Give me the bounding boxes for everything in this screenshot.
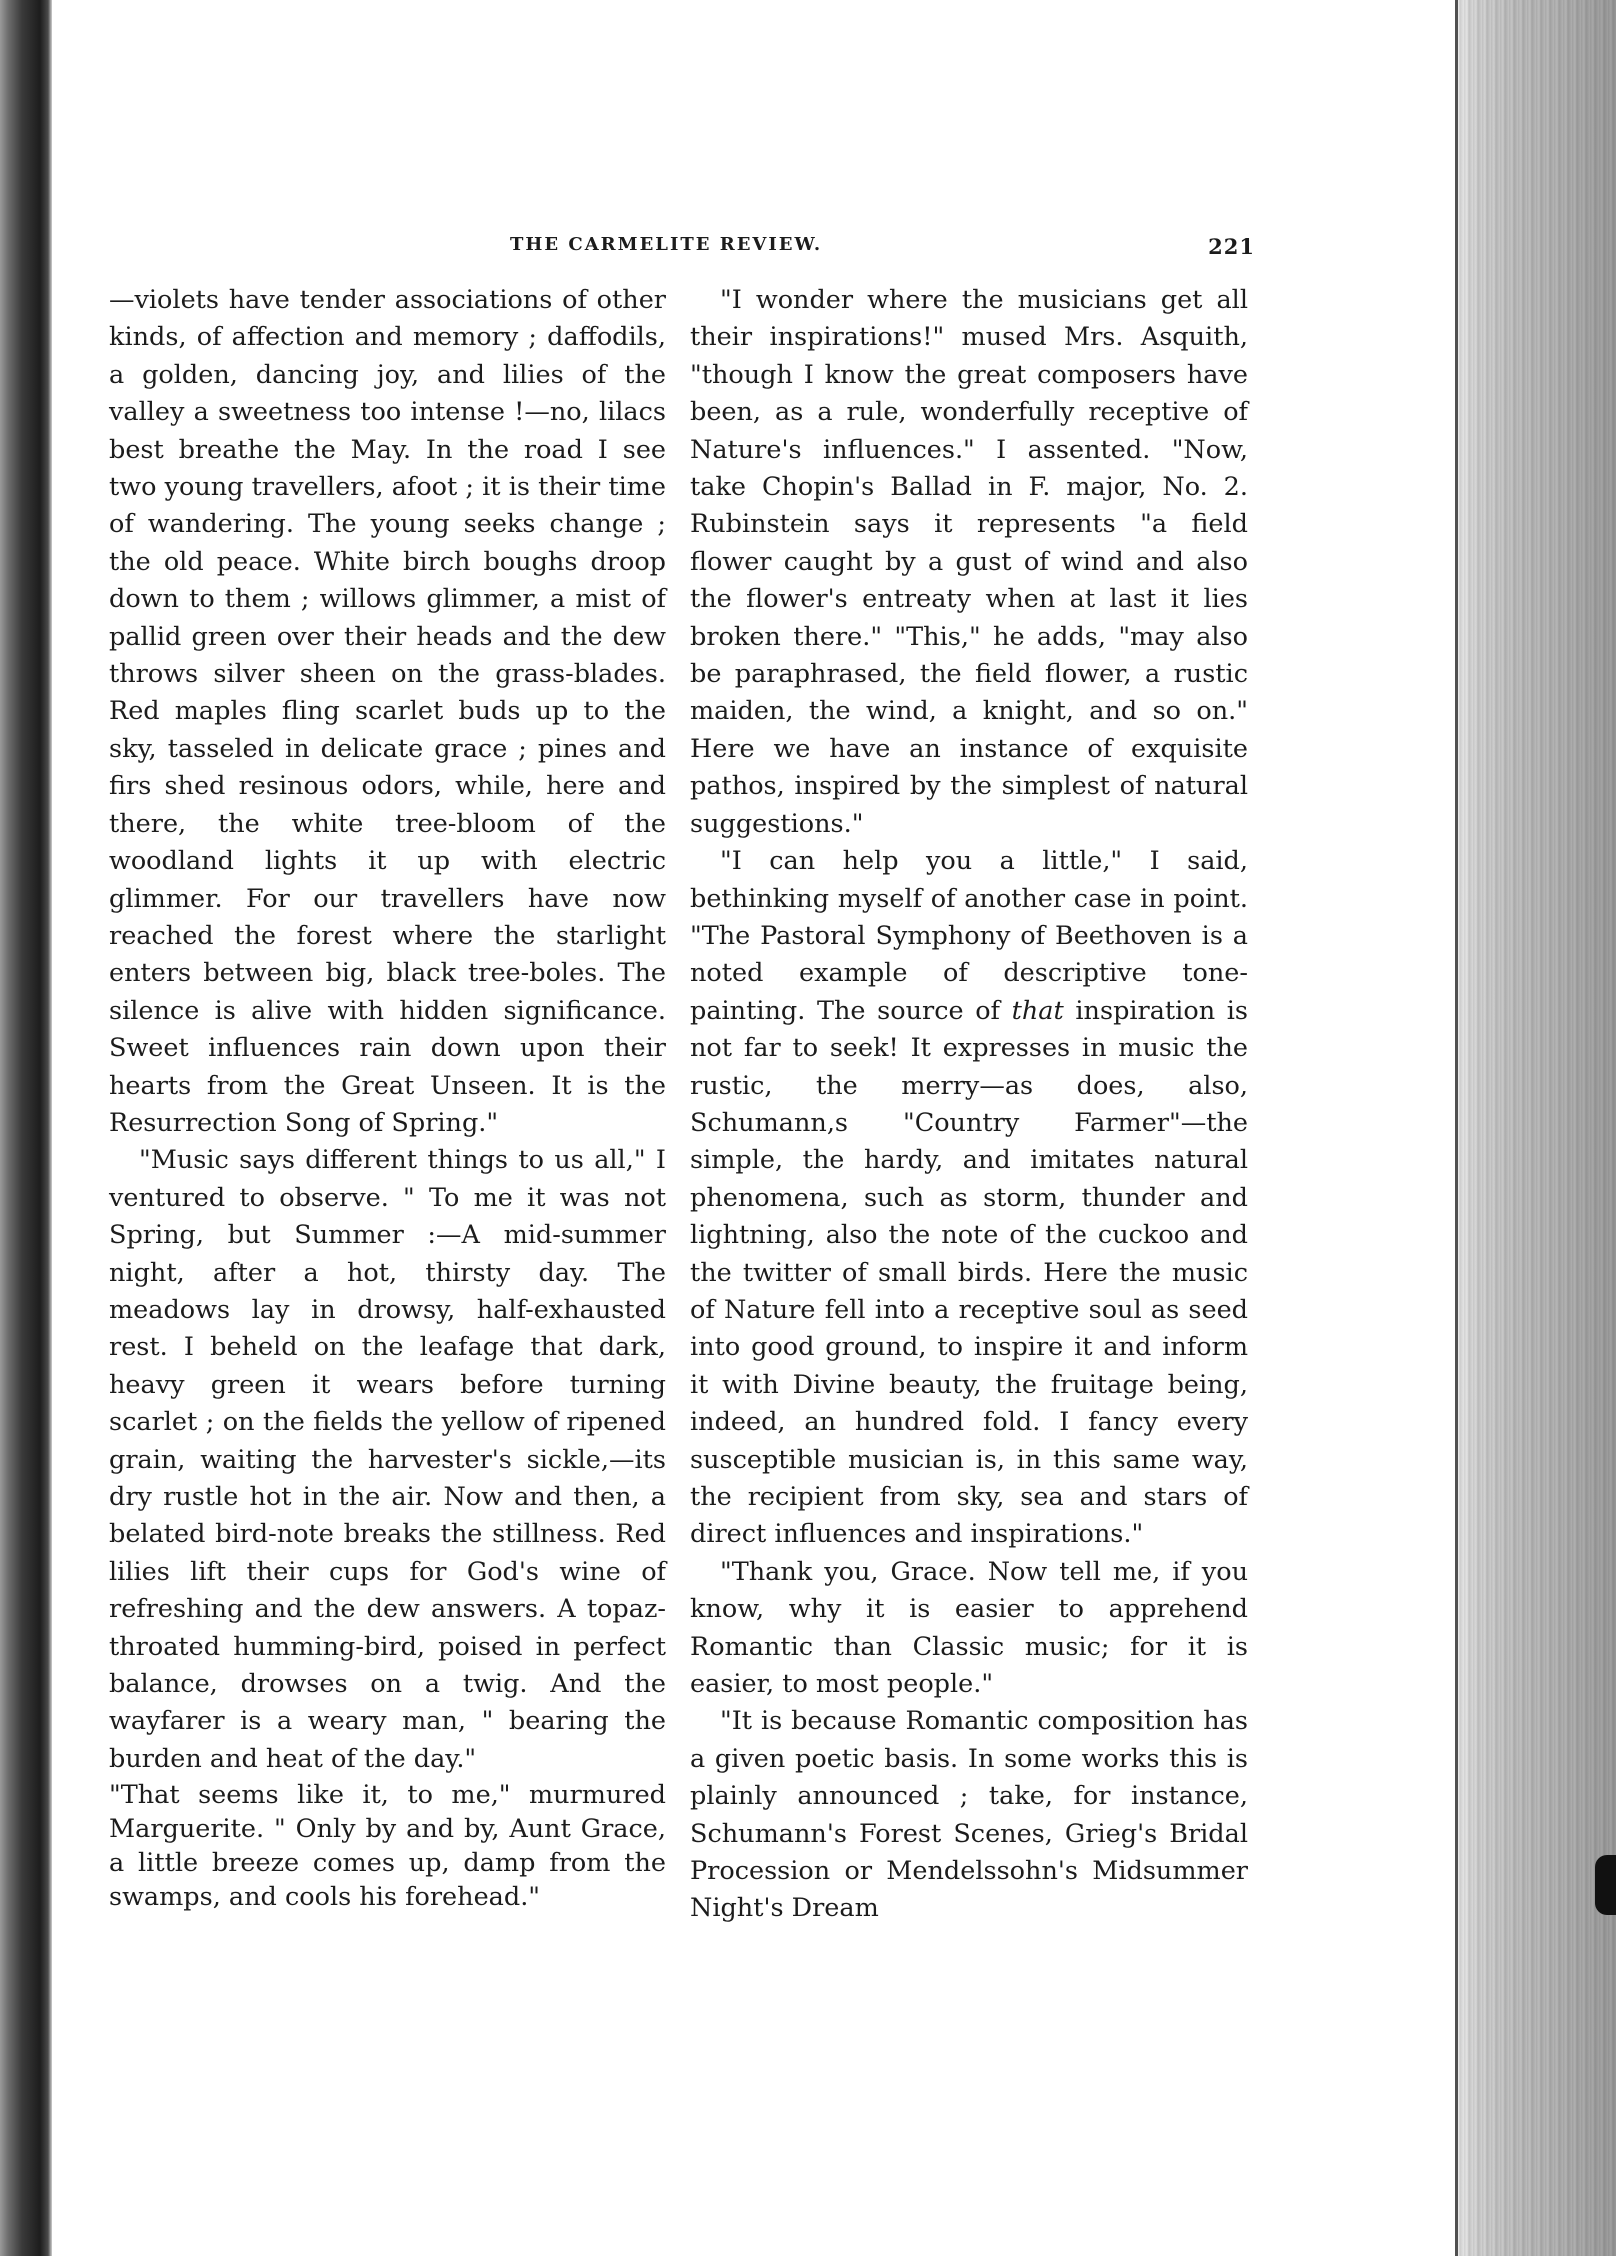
page-number: 221 bbox=[1208, 234, 1255, 259]
right-paragraph-2-end: inspiration is not far to seek! It expresses in music the rustic, the merry—as does, also, Schumann,s "Country Farmer"—the simple, the hardy, and imitates natural phenomena, such as storm, thunder and lightning, also the note of the cuckoo and the twitter of small birds. Here the music of Nature fell into a receptive soul as seed into good ground, to inspire it and inform it with Divine beauty, the fruitage being, indeed, an hundred fold. I fancy every susceptible musician is, in this same way, the recipient from sky, sea and stars of direct influences and inspirations." bbox=[690, 995, 1248, 1550]
right-paragraph-2-start: "I can help you a little," I said, bethinking myself of another case in point. "The Pastoral Symphony of Beethoven is a noted example of descriptive tone-painting. The source of bbox=[690, 846, 1248, 1026]
thumb-notch bbox=[1595, 1855, 1616, 1915]
right-paragraph-3: "Thank you, Grace. Now tell me, if you know, why it is easier to apprehend Romantic than Classic music; for it is easier, to most people." bbox=[690, 1556, 1248, 1700]
running-title: THE CARMELITE REVIEW. bbox=[510, 234, 823, 255]
page-edges-right bbox=[1455, 0, 1616, 2256]
running-head bbox=[490, 234, 1255, 264]
right-column bbox=[690, 282, 1248, 1928]
left-paragraph-3: "That seems like it, to me," murmured Marguerite. " Only by and by, Aunt Grace, a little breeze comes up, damp from the swamps, and cools his forehead." bbox=[109, 1780, 666, 1913]
right-paragraph-4: "It is because Romantic composition has a given poetic basis. In some works this is plainly announced ; take, for instance, Schumann's Forest Scenes, Grieg's Bridal Procession or Mendelssohn's Midsummer Night's Dream bbox=[690, 1706, 1248, 1924]
left-paragraph-1: —violets have tender associations of other kinds, of affection and memory ; daffodils, a golden, dancing joy, and lilies of the valley a sweetness too intense !—no, lilacs best breathe the May. In the road I see two young travellers, afoot ; it is their time of wandering. The young seeks change ; the old peace. White birch boughs droop down to them ; willows glimmer, a mist of pallid green over their heads and the dew throws silver sheen on the grass-blades. Red maples fling scarlet buds up to the sky, tasseled in delicate grace ; pines and firs shed resinous odors, while, here and there, the white tree-bloom of the woodland lights it up with electric glimmer. For our travellers have now reached the forest where the starlight enters between big, black tree-boles. The silence is alive with hidden significance. Sweet influences rain down upon their hearts from the Great Unseen. It is the Resurrection Song of Spring." bbox=[109, 285, 666, 1138]
left-paragraph-2: "Music says different things to us all," I ventured to observe. " To me it was not Spring, but Summer :—A mid-summer night, after a hot, thirsty day. The meadows lay in drowsy, half-exhausted rest. I beheld on the leafage that dark, heavy green it wears before turning scarlet ; on the fields the yellow of ripened grain, waiting the harvester's sickle,—its dry rustle hot in the air. Now and then, a belated bird-note breaks the stillness. Red lilies lift their cups for God's wine of refreshing and the dew answers. A topaz-throated humming-bird, poised in perfect balance, drowses on a twig. And the wayfarer is a weary man, " bearing the burden and heat of the day." bbox=[109, 1145, 666, 1774]
book-binding-left bbox=[0, 0, 52, 2256]
page-border-line bbox=[1455, 0, 1458, 2256]
right-paragraph-1: "I wonder where the musicians get all their inspirations!" mused Mrs. Asquith, "though I know the great composers have been, as a rule, wonderfully receptive of Nature's influences." I assented. "Now, take Chopin's Ballad in F. major, No. 2. Rubinstein says it represents "a field flower caught by a gust of wind and also the flower's entreaty when at last it lies broken there." "This," he adds, "may also be paraphrased, the field flower, a rustic maiden, the wind, a knight, and so on." Here we have an instance of exquisite pathos, inspired by the simplest of natural suggestions." bbox=[690, 285, 1248, 839]
right-paragraph-2 bbox=[690, 843, 1248, 1554]
left-column bbox=[109, 282, 666, 1914]
right-paragraph-2-italic: that bbox=[1011, 995, 1064, 1026]
